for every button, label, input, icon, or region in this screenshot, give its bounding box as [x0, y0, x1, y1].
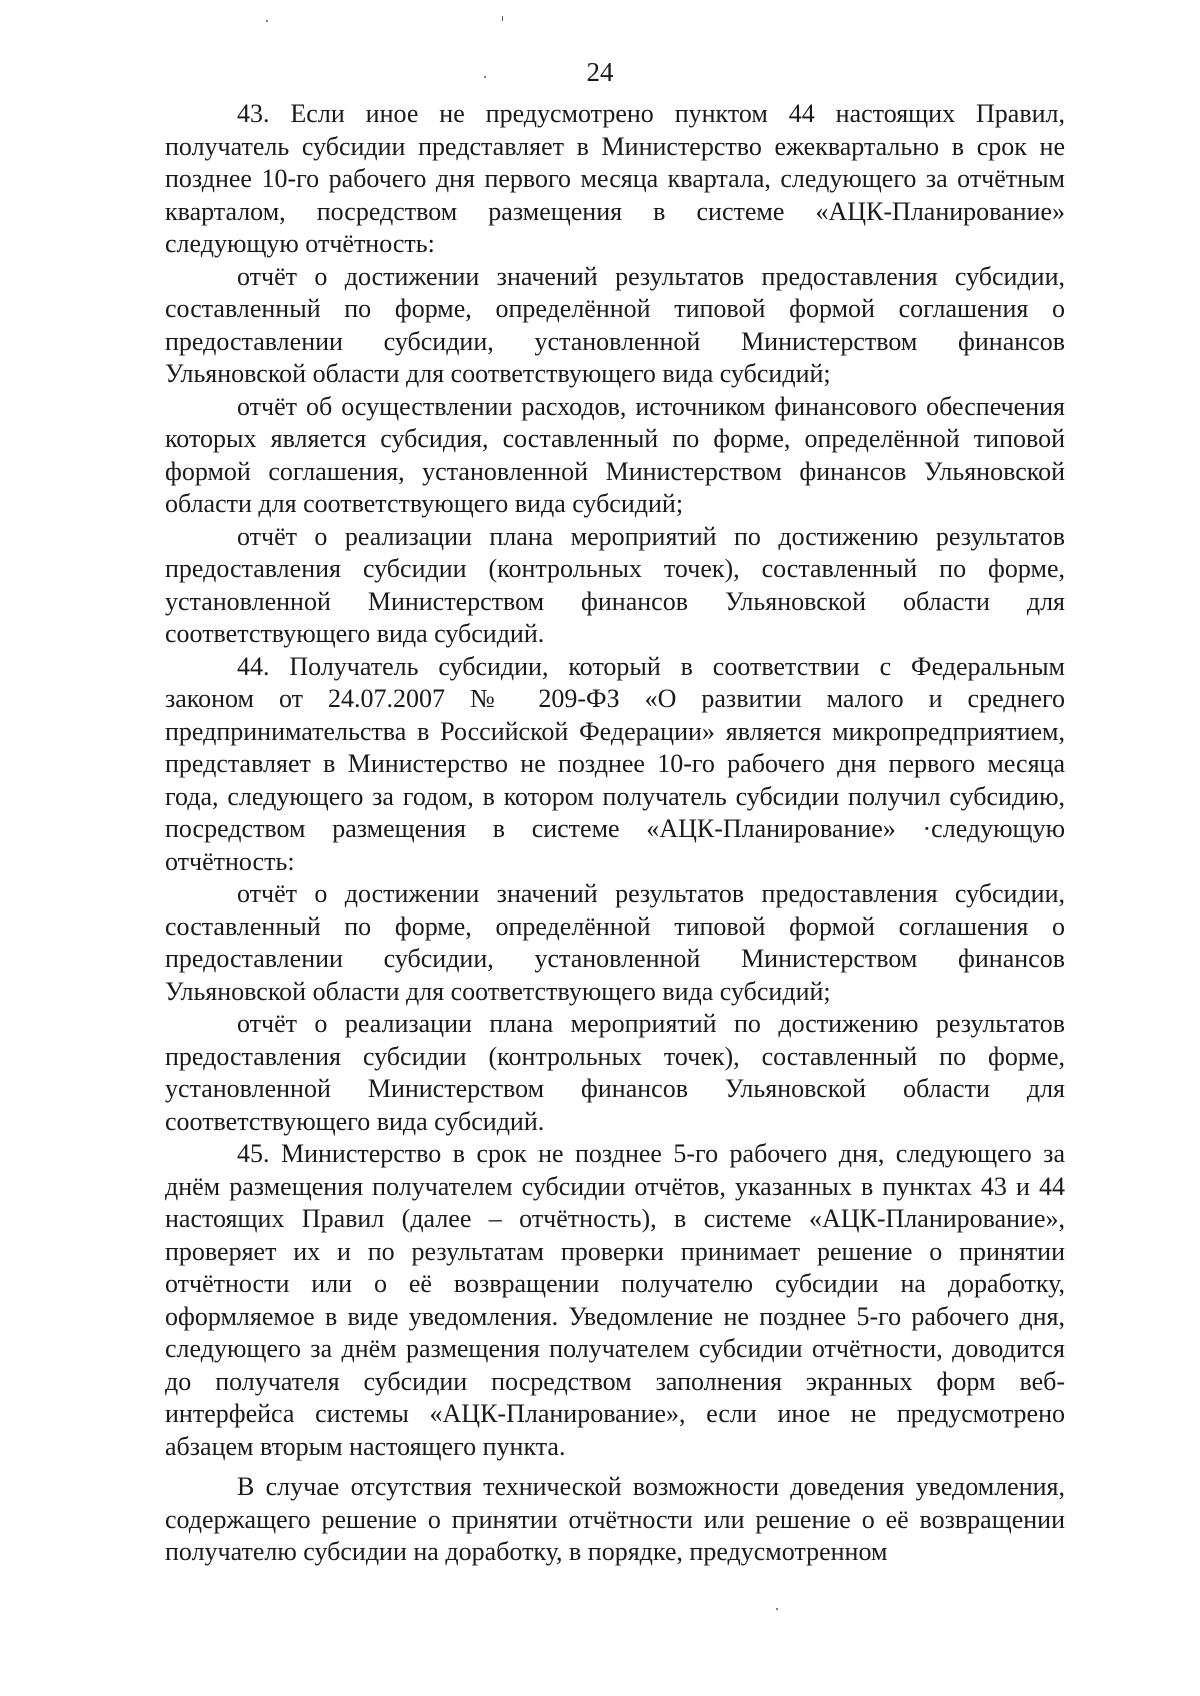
paragraph-44-report-plan: отчёт о реализации плана мероприятий по достижению результатов предоставления субсидии (контрольных точек), составленный по форме, установленной Министерством финансов Ульяновской области для соответствующего вида субсидий. [165, 1009, 1065, 1136]
scan-speck [776, 1608, 778, 1610]
paragraph-44: 44. Получатель субсидии, который в соответствии с Федеральным законом от 24.07.2007 № 209-ФЗ «О развитии малого и среднего предпринимательства в Российской Федерации» является микропредприятием, представляет в Министерство не позднее 10-го рабочего дня первого месяца года, следующего за годом, в котором получатель субсидии получил субсидию, посредством размещения в системе «АЦК-Планирование» ·следующую отчётность: [165, 651, 1065, 876]
paragraph-43: 43. Если иное не предусмотрено пунктом 44 настоящих Правил, получатель субсидии представляет в Министерство ежеквартально в срок не позднее 10-го рабочего дня первого месяца квартала, следующего за отчётным кварталом, посредством размещения в системе «АЦК-Планирование» следующую отчётность: [165, 99, 1065, 258]
paragraph-43-report-results: отчёт о достижении значений результатов предоставления субсидии, составленный по форме, определённой типовой формой соглашения о предоставлении субсидии, установленной Министерством финансов Ульяновской области для соответствующего вида субсидий; [165, 261, 1065, 388]
paragraph-43-report-plan: отчёт о реализации плана мероприятий по достижению результатов предоставления субсидии (контрольных точек), составленный по форме, установленной Министерством финансов Ульяновской области для соответствующего вида субсидий. [165, 521, 1065, 648]
scan-speck [266, 20, 268, 22]
scan-speck [502, 16, 503, 21]
paragraph-45-second: В случае отсутствия технической возможности доведения уведомления, содержащего решение о принятии отчётности или решение о её возвращении получателю субсидии на доработку, в порядке, предусмотренном [165, 1472, 1065, 1566]
paragraph-45: 45. Министерство в срок не позднее 5-го рабочего дня, следующего за днём размещения получателем субсидии отчётов, указанных в пунктах 43 и 44 настоящих Правил (далее – отчётность), в системе «АЦК-Планирование», проверяет их и по результатам проверки принимает решение о принятии отчётности или о её возвращении получателю субсидии на доработку, оформляемое в виде уведомления. Уведомление не позднее 5-го рабочего дня, следующего за днём размещения получателем субсидии отчётности, доводится до получателя субсидии посредством заполнения экранных форм веб-интерфейса системы «АЦК-Планирование», если иное не предусмотрено абзацем вторым настоящего пункта. [165, 1139, 1065, 1461]
page-number: 24 [586, 57, 614, 87]
document-body [165, 98, 1065, 1569]
paragraph-44-report-results: отчёт о достижении значений результатов предоставления субсидии, составленный по форме, определённой типовой формой соглашения о предоставлении субсидии, установленной Министерством финансов Ульяновской области для соответствующего вида субсидий; [165, 879, 1065, 1006]
paragraph-43-report-expenses: отчёт об осуществлении расходов, источником финансового обеспечения которых является субсидия, составленный по форме, определённой типовой формой соглашения, установленной Министерством финансов Ульяновской области для соответствующего вида субсидий; [165, 391, 1065, 518]
